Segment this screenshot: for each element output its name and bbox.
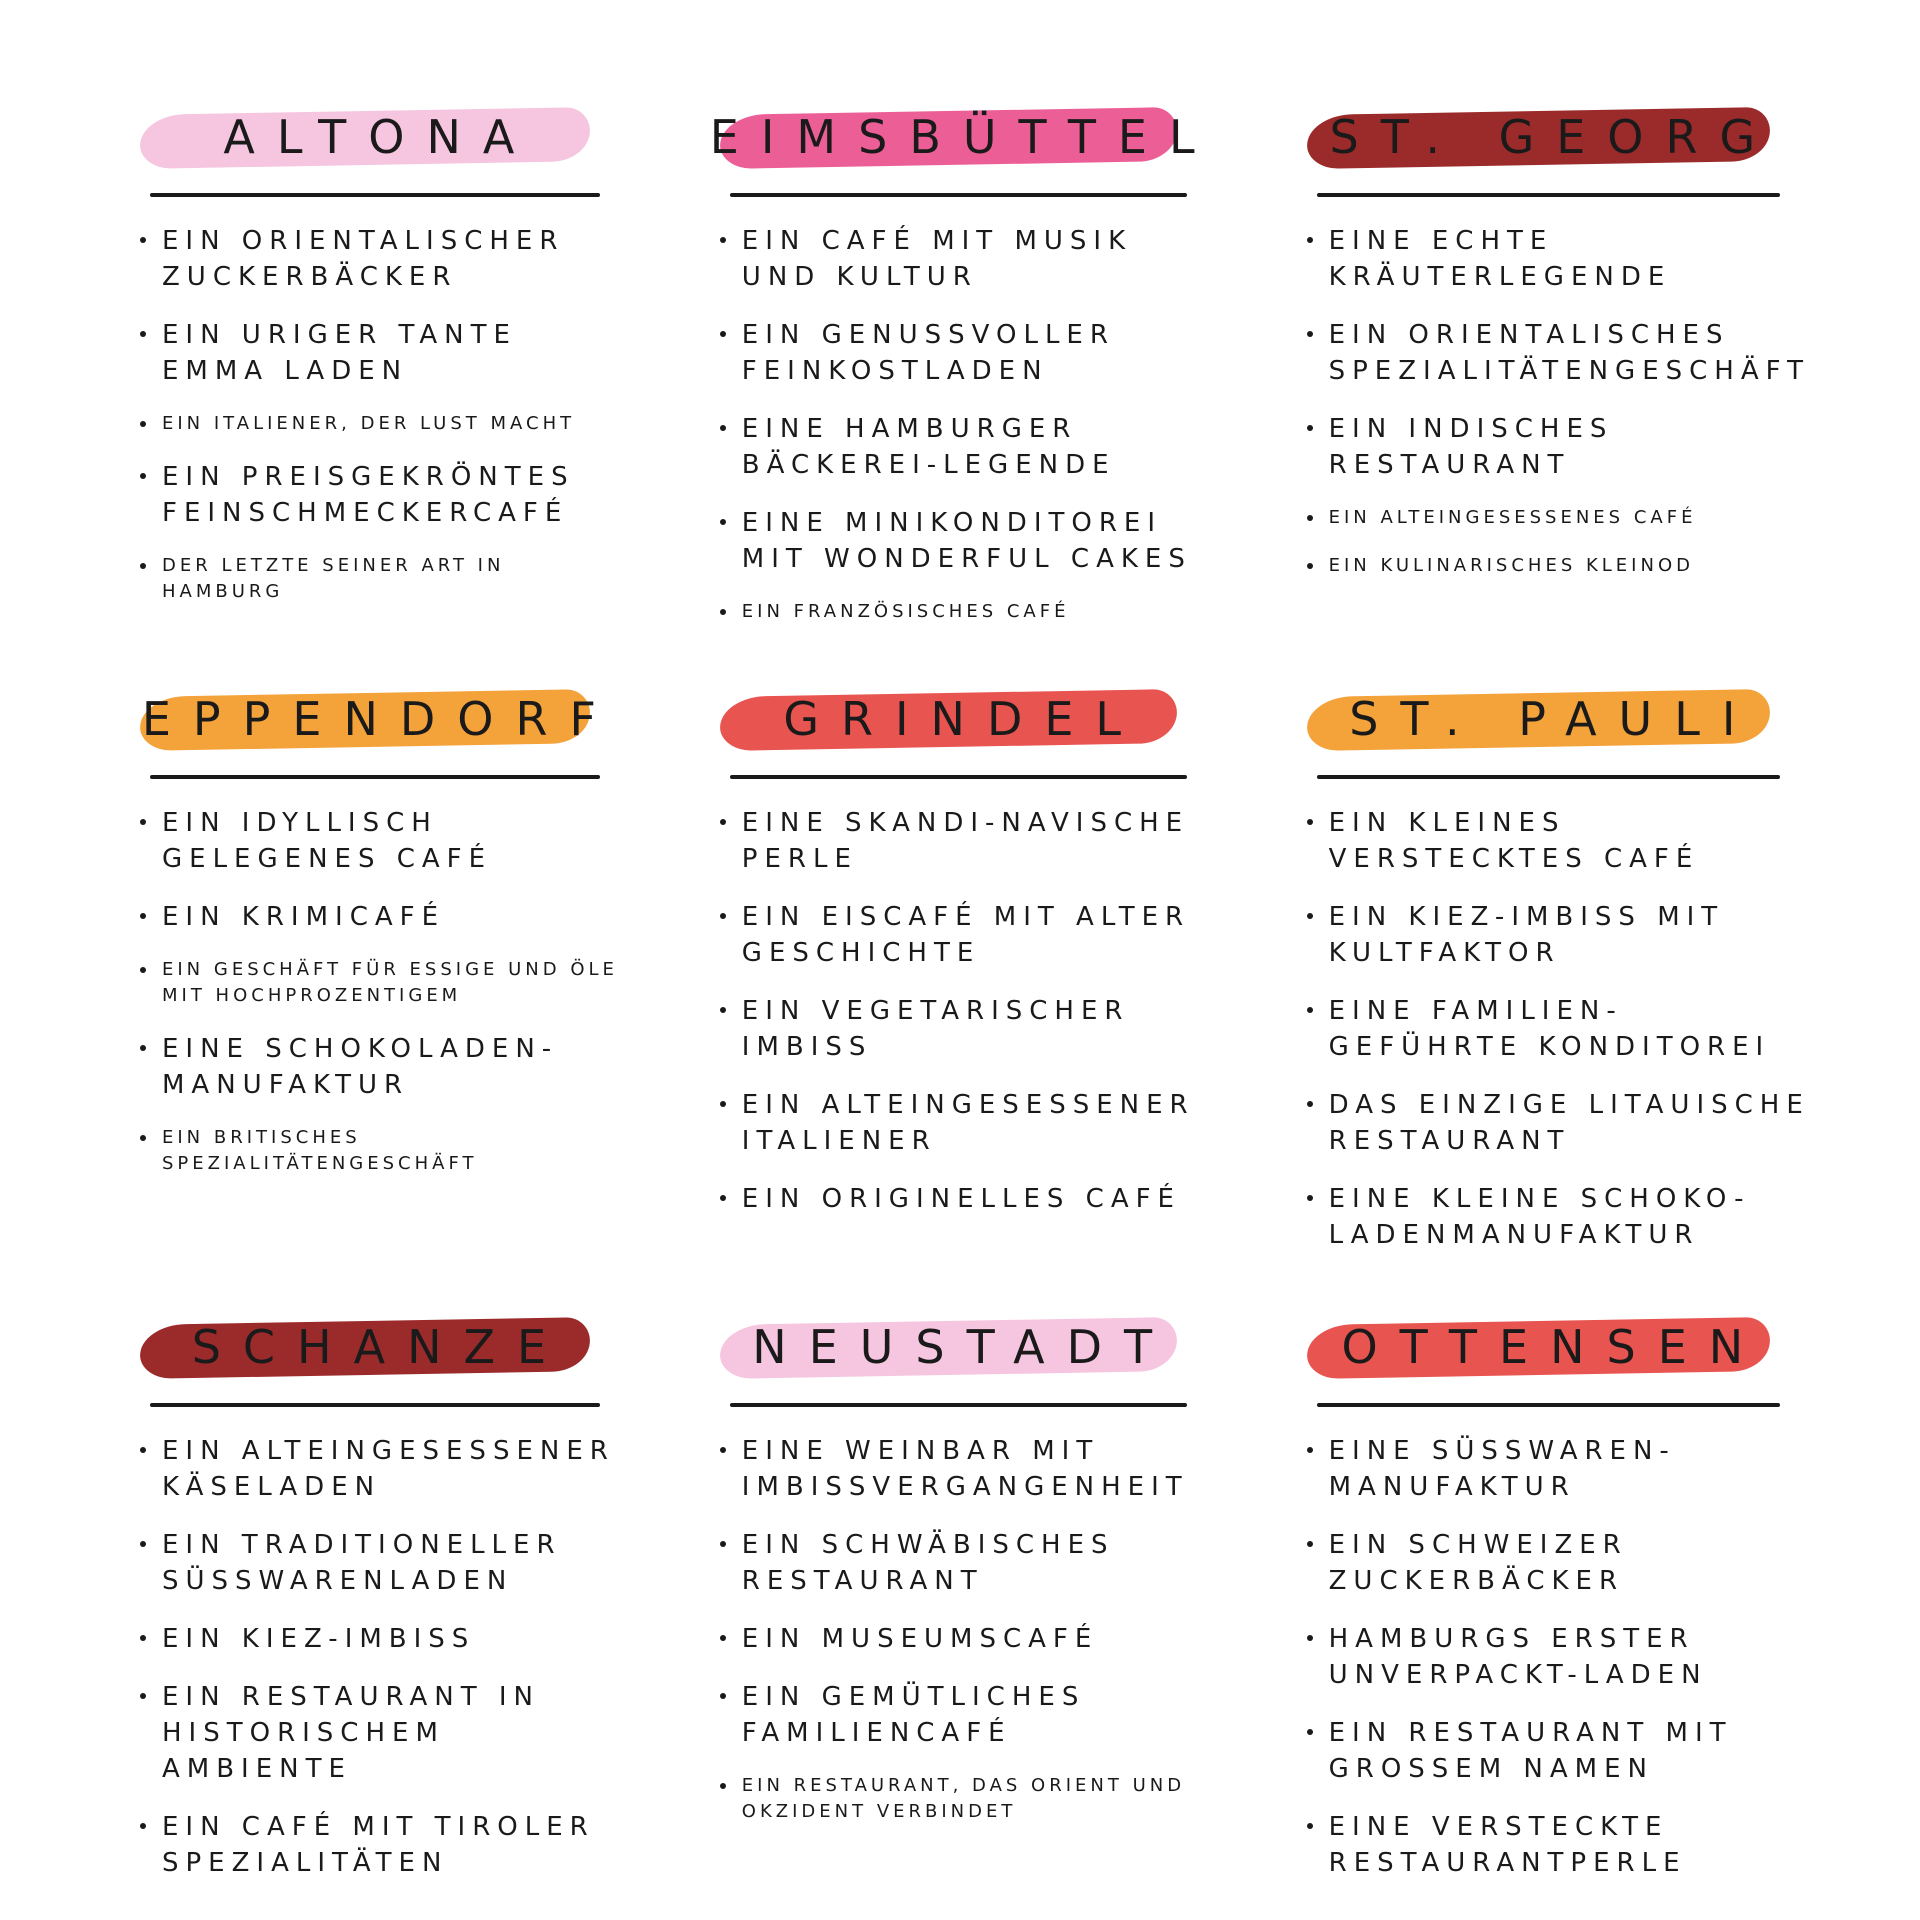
list-item-text: EIN URIGER TANTE EMMA LADEN bbox=[162, 320, 517, 386]
title-underline bbox=[150, 775, 600, 779]
list-item-text: EIN RESTAURANT MIT GROSSEM NAMEN bbox=[1328, 1718, 1733, 1784]
bullet-dot-icon bbox=[720, 1693, 726, 1699]
list-item bbox=[720, 899, 1217, 971]
list-item-text: EIN KIEZ-IMBISS MIT KULTFAKTOR bbox=[1328, 902, 1725, 968]
district-title-wrap bbox=[710, 677, 1217, 761]
bullet-dot-icon bbox=[720, 331, 726, 337]
list-item bbox=[720, 505, 1217, 577]
bullet-dot-icon bbox=[140, 1447, 146, 1453]
list-item-text: EINE FAMILIEN-GEFÜHRTE KONDITOREI bbox=[1328, 996, 1771, 1062]
bullet-dot-icon bbox=[1307, 1729, 1313, 1735]
bullet-dot-icon bbox=[140, 563, 146, 569]
district-title: GRINDEL bbox=[783, 692, 1144, 746]
shop-list bbox=[710, 1433, 1217, 1825]
bullet-dot-icon bbox=[720, 1635, 726, 1641]
list-item bbox=[720, 805, 1217, 877]
list-item-text: EIN ALTEINGESESSENER KÄSELADEN bbox=[162, 1436, 615, 1502]
list-item-text: DAS EINZIGE LITAUISCHE RESTAURANT bbox=[1328, 1090, 1810, 1156]
list-item bbox=[1307, 411, 1810, 483]
shop-list bbox=[130, 223, 630, 605]
bullet-dot-icon bbox=[720, 1195, 726, 1201]
district-neustadt bbox=[690, 1305, 1237, 1903]
district-title: ST. PAULI bbox=[1349, 692, 1758, 746]
list-item bbox=[140, 223, 630, 295]
list-item bbox=[1307, 317, 1810, 389]
title-underline bbox=[1317, 1403, 1780, 1407]
bullet-dot-icon bbox=[720, 1007, 726, 1013]
list-item-text: EIN VEGETARISCHER IMBISS bbox=[741, 996, 1130, 1062]
bullet-dot-icon bbox=[140, 421, 146, 427]
list-item-text: EIN TRADITIONELLER SÜSSWARENLADEN bbox=[162, 1530, 562, 1596]
bullet-dot-icon bbox=[140, 967, 146, 973]
list-item bbox=[1307, 1527, 1810, 1599]
district-schanze bbox=[110, 1305, 650, 1903]
list-item bbox=[140, 411, 630, 437]
bullet-dot-icon bbox=[140, 1823, 146, 1829]
list-item-text: EIN KULINARISCHES KLEINOD bbox=[1328, 555, 1694, 576]
list-item bbox=[1307, 223, 1810, 295]
district-altona bbox=[110, 95, 650, 647]
list-item bbox=[140, 899, 630, 935]
list-item bbox=[140, 805, 630, 877]
district-eppendorf bbox=[110, 677, 650, 1275]
list-item-text: EIN ORIGINELLES CAFÉ bbox=[741, 1184, 1181, 1214]
list-item-text: EIN ALTEINGESESSENER ITALIENER bbox=[741, 1090, 1195, 1156]
list-item-text: EIN PREISGEKRÖNTES FEINSCHMECKERCAFÉ bbox=[162, 462, 575, 528]
list-item bbox=[720, 411, 1217, 483]
bullet-dot-icon bbox=[720, 819, 726, 825]
bullet-dot-icon bbox=[140, 1635, 146, 1641]
list-item-text: EINE HAMBURGER BÄCKEREI-LEGENDE bbox=[741, 414, 1116, 480]
district-title-wrap bbox=[130, 95, 630, 179]
list-item-text: EIN ORIENTALISCHER ZUCKERBÄCKER bbox=[162, 226, 565, 292]
list-item bbox=[720, 317, 1217, 389]
district-st-georg bbox=[1277, 95, 1830, 647]
district-title-wrap bbox=[710, 95, 1217, 179]
list-item-text: EIN KRIMICAFÉ bbox=[162, 902, 446, 932]
bullet-dot-icon bbox=[1307, 1007, 1313, 1013]
bullet-dot-icon bbox=[1307, 1101, 1313, 1107]
list-item bbox=[1307, 993, 1810, 1065]
list-item-text: EIN FRANZÖSISCHES CAFÉ bbox=[741, 601, 1070, 622]
bullet-dot-icon bbox=[140, 1045, 146, 1051]
district-grid bbox=[110, 95, 1830, 1878]
list-item-text: EIN RESTAURANT IN HISTORISCHEM AMBIENTE bbox=[162, 1682, 540, 1784]
list-item bbox=[720, 1433, 1217, 1505]
list-item bbox=[1307, 1181, 1810, 1253]
bullet-dot-icon bbox=[140, 331, 146, 337]
title-underline bbox=[150, 193, 600, 197]
bullet-dot-icon bbox=[140, 237, 146, 243]
bullet-dot-icon bbox=[1307, 1635, 1313, 1641]
title-underline bbox=[730, 775, 1187, 779]
list-item-text: EIN ORIENTALISCHES SPEZIALITÄTENGESCHÄFT bbox=[1328, 320, 1810, 386]
list-item-text: EINE SCHOKOLADEN-MANUFAKTUR bbox=[162, 1034, 559, 1100]
district-title-wrap bbox=[710, 1305, 1217, 1389]
list-item-text: EIN EISCAFÉ MIT ALTER GESCHICHTE bbox=[741, 902, 1191, 968]
list-item-text: EIN BRITISCHES SPEZIALITÄTENGESCHÄFT bbox=[162, 1127, 478, 1174]
district-title: ST. GEORG bbox=[1329, 110, 1778, 164]
list-item bbox=[140, 1621, 630, 1657]
list-item bbox=[140, 1125, 630, 1177]
list-item bbox=[140, 459, 630, 531]
shop-list bbox=[1297, 1433, 1810, 1881]
list-item bbox=[140, 957, 630, 1009]
bullet-dot-icon bbox=[720, 1783, 726, 1789]
bullet-dot-icon bbox=[1307, 1823, 1313, 1829]
list-item bbox=[720, 223, 1217, 295]
list-item-text: EIN SCHWEIZER ZUCKERBÄCKER bbox=[1328, 1530, 1628, 1596]
bullet-dot-icon bbox=[140, 913, 146, 919]
list-item bbox=[720, 1087, 1217, 1159]
bullet-dot-icon bbox=[720, 237, 726, 243]
shop-list bbox=[1297, 805, 1810, 1253]
list-item-text: EIN CAFÉ MIT MUSIK UND KULTUR bbox=[741, 226, 1133, 292]
list-item-text: EIN ALTEINGESESSENES CAFÉ bbox=[1328, 507, 1697, 528]
district-title-wrap bbox=[1297, 95, 1810, 179]
list-item bbox=[720, 599, 1217, 625]
bullet-dot-icon bbox=[140, 1541, 146, 1547]
list-item bbox=[720, 1773, 1217, 1825]
shop-list bbox=[710, 223, 1217, 625]
list-item-text: EIN CAFÉ MIT TIROLER SPEZIALITÄTEN bbox=[162, 1812, 595, 1878]
list-item-text: EINE VERSTECKTE RESTAURANTPERLE bbox=[1328, 1812, 1687, 1878]
list-item-text: EIN ITALIENER, DER LUST MACHT bbox=[162, 413, 576, 434]
list-item-text: EINE SKANDI-NAVISCHE PERLE bbox=[741, 808, 1190, 874]
list-item bbox=[1307, 899, 1810, 971]
shop-list bbox=[130, 805, 630, 1177]
list-item bbox=[140, 1679, 630, 1787]
district-st-pauli bbox=[1277, 677, 1830, 1275]
list-item bbox=[1307, 1715, 1810, 1787]
bullet-dot-icon bbox=[720, 1101, 726, 1107]
list-item-text: DER LETZTE SEINER ART IN HAMBURG bbox=[162, 555, 505, 602]
district-grindel bbox=[690, 677, 1237, 1275]
district-title: EPPENDORF bbox=[141, 692, 618, 746]
list-item bbox=[1307, 505, 1810, 531]
bullet-dot-icon bbox=[720, 425, 726, 431]
shop-list bbox=[710, 805, 1217, 1217]
list-item bbox=[1307, 1087, 1810, 1159]
list-item bbox=[1307, 805, 1810, 877]
bullet-dot-icon bbox=[720, 609, 726, 615]
list-item-text: EINE WEINBAR MIT IMBISSVERGANGENHEIT bbox=[741, 1436, 1189, 1502]
bullet-dot-icon bbox=[720, 519, 726, 525]
bullet-dot-icon bbox=[1307, 819, 1313, 825]
list-item bbox=[720, 1621, 1217, 1657]
bullet-dot-icon bbox=[140, 1693, 146, 1699]
list-item-text: EIN SCHWÄBISCHES RESTAURANT bbox=[741, 1530, 1115, 1596]
list-item bbox=[140, 1809, 630, 1881]
title-underline bbox=[730, 193, 1187, 197]
list-item-text: EIN GESCHÄFT FÜR ESSIGE UND ÖLE MIT HOCHPROZENTIGEM bbox=[162, 959, 618, 1006]
district-title-wrap bbox=[130, 1305, 630, 1389]
list-item-text: HAMBURGS ERSTER UNVERPACKT-LADEN bbox=[1328, 1624, 1708, 1690]
district-title: NEUSTADT bbox=[752, 1320, 1175, 1374]
shop-list bbox=[1297, 223, 1810, 579]
district-title: ALTONA bbox=[223, 110, 537, 164]
district-title: EIMSBÜTTEL bbox=[709, 110, 1217, 164]
shop-list bbox=[130, 1433, 630, 1881]
bullet-dot-icon bbox=[140, 473, 146, 479]
list-item bbox=[1307, 1621, 1810, 1693]
bullet-dot-icon bbox=[1307, 237, 1313, 243]
bullet-dot-icon bbox=[720, 1447, 726, 1453]
list-item bbox=[140, 1433, 630, 1505]
list-item bbox=[140, 553, 630, 605]
bullet-dot-icon bbox=[1307, 331, 1313, 337]
bullet-dot-icon bbox=[1307, 913, 1313, 919]
list-item bbox=[1307, 553, 1810, 579]
list-item bbox=[720, 1679, 1217, 1751]
bullet-dot-icon bbox=[1307, 563, 1313, 569]
list-item-text: EIN INDISCHES RESTAURANT bbox=[1328, 414, 1614, 480]
title-underline bbox=[1317, 193, 1780, 197]
list-item-text: EIN RESTAURANT, DAS ORIENT UND OKZIDENT VERBINDET bbox=[741, 1775, 1186, 1822]
list-item bbox=[1307, 1809, 1810, 1881]
bullet-dot-icon bbox=[1307, 1447, 1313, 1453]
list-item-text: EINE SÜSSWAREN-MANUFAKTUR bbox=[1328, 1436, 1676, 1502]
bullet-dot-icon bbox=[720, 1541, 726, 1547]
bullet-dot-icon bbox=[1307, 425, 1313, 431]
list-item-text: EIN KLEINES VERSTECKTES CAFÉ bbox=[1328, 808, 1700, 874]
bullet-dot-icon bbox=[140, 819, 146, 825]
list-item bbox=[140, 1031, 630, 1103]
list-item-text: EIN IDYLLISCH GELEGENES CAFÉ bbox=[162, 808, 493, 874]
list-item bbox=[720, 993, 1217, 1065]
district-ottensen bbox=[1277, 1305, 1830, 1903]
district-title-wrap bbox=[1297, 677, 1810, 761]
district-title: SCHANZE bbox=[191, 1320, 569, 1374]
list-item-text: EINE KLEINE SCHOKO-LADENMANUFAKTUR bbox=[1328, 1184, 1751, 1250]
list-item bbox=[140, 317, 630, 389]
bullet-dot-icon bbox=[1307, 515, 1313, 521]
list-item bbox=[720, 1181, 1217, 1217]
title-underline bbox=[150, 1403, 600, 1407]
list-item-text: EINE MINIKONDITOREI MIT WONDERFUL CAKES bbox=[741, 508, 1192, 574]
list-item-text: EINE ECHTE KRÄUTERLEGENDE bbox=[1328, 226, 1672, 292]
bullet-dot-icon bbox=[720, 913, 726, 919]
list-item-text: EIN MUSEUMSCAFÉ bbox=[741, 1624, 1099, 1654]
title-underline bbox=[1317, 775, 1780, 779]
bullet-dot-icon bbox=[140, 1135, 146, 1141]
list-item-text: EIN KIEZ-IMBISS bbox=[162, 1624, 476, 1654]
bullet-dot-icon bbox=[1307, 1195, 1313, 1201]
district-title-wrap bbox=[130, 677, 630, 761]
list-item bbox=[720, 1527, 1217, 1599]
list-item bbox=[1307, 1433, 1810, 1505]
district-eimsbüttel bbox=[690, 95, 1237, 647]
title-underline bbox=[730, 1403, 1187, 1407]
bullet-dot-icon bbox=[1307, 1541, 1313, 1547]
list-item-text: EIN GEMÜTLICHES FAMILIENCAFÉ bbox=[741, 1682, 1086, 1748]
district-title-wrap bbox=[1297, 1305, 1810, 1389]
list-item-text: EIN GENUSSVOLLER FEINKOSTLADEN bbox=[741, 320, 1115, 386]
district-title: OTTENSEN bbox=[1341, 1320, 1766, 1374]
list-item bbox=[140, 1527, 630, 1599]
